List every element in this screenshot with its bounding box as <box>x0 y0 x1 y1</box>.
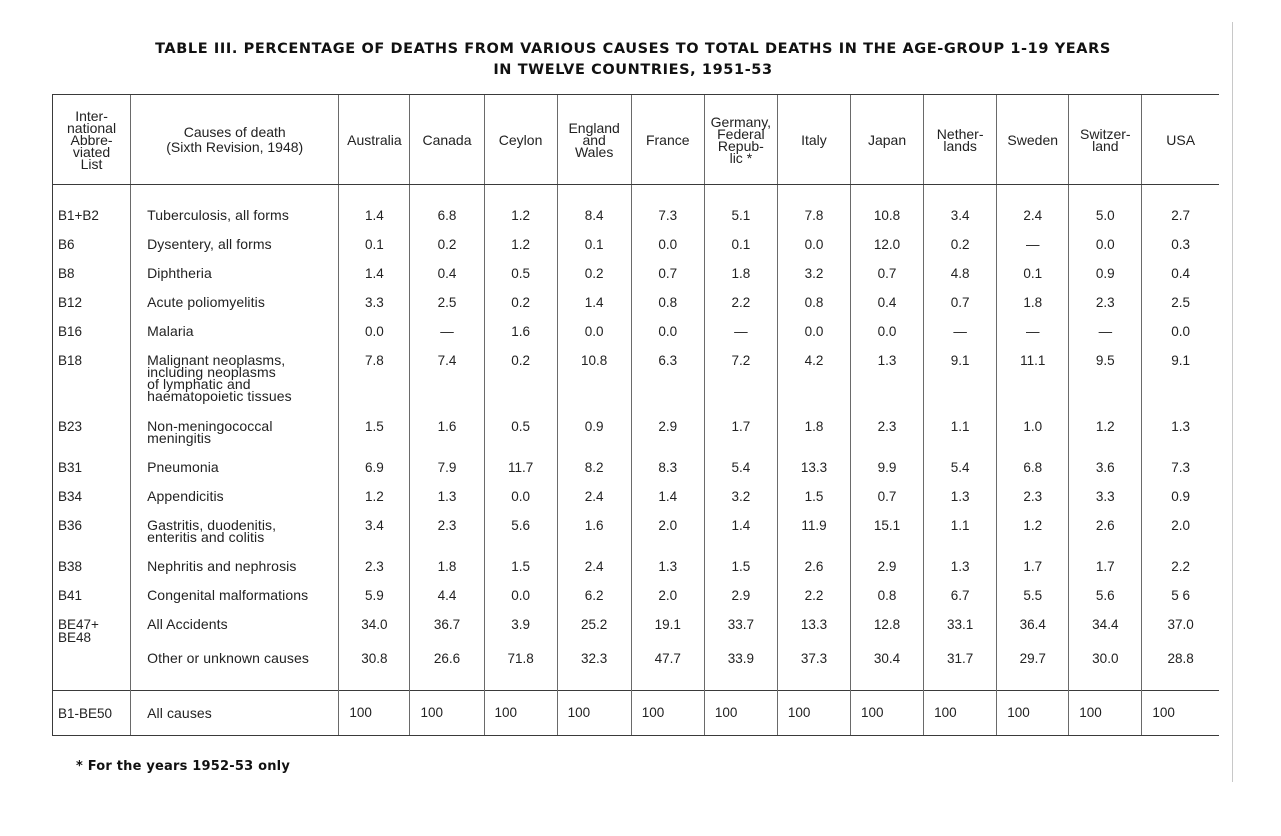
total-cause: All causes <box>131 691 339 736</box>
table-row <box>53 317 1220 346</box>
cause-name: Diphtheria <box>131 259 339 288</box>
percentage-cell: 0.0 <box>1142 317 1219 346</box>
percentage-cell: 13.3 <box>777 610 850 644</box>
percentage-cell: 1.7 <box>997 552 1069 581</box>
header-country: Italy <box>777 95 850 185</box>
percentage-cell: 2.2 <box>1142 552 1219 581</box>
percentage-cell: 2.3 <box>1069 288 1142 317</box>
total-cell: 100 <box>1142 691 1219 736</box>
cause-name: Other or unknown causes <box>131 644 339 691</box>
percentage-cell: 1.4 <box>339 201 410 230</box>
percentage-cell: 1.8 <box>997 288 1069 317</box>
percentage-cell: 1.8 <box>410 552 484 581</box>
header-country: USA <box>1142 95 1219 185</box>
percentage-cell: 8.3 <box>631 453 704 482</box>
cause-code: B12 <box>53 288 131 317</box>
percentage-cell: 8.2 <box>557 453 631 482</box>
percentage-cell: 3.3 <box>339 288 410 317</box>
percentage-cell: 0.1 <box>557 230 631 259</box>
percentage-cell: 30.8 <box>339 644 410 691</box>
total-code: B1-BE50 <box>53 691 131 736</box>
percentage-cell: 0.0 <box>339 317 410 346</box>
percentage-cell: 3.3 <box>1069 482 1142 511</box>
percentage-cell: 1.5 <box>484 552 557 581</box>
percentage-cell: 32.3 <box>557 644 631 691</box>
percentage-cell: 8.4 <box>557 201 631 230</box>
percentage-cell: 1.3 <box>1142 412 1219 453</box>
percentage-cell: 0.9 <box>557 412 631 453</box>
percentage-cell: 0.0 <box>484 482 557 511</box>
percentage-cell: 71.8 <box>484 644 557 691</box>
total-cell: 100 <box>410 691 484 736</box>
table-row <box>53 511 1220 552</box>
percentage-cell: 0.7 <box>631 259 704 288</box>
percentage-cell: 0.0 <box>777 230 850 259</box>
percentage-cell: 0.0 <box>777 317 850 346</box>
cause-name: Non-meningococcal meningitis <box>131 412 339 453</box>
spacer-cell <box>851 185 924 202</box>
percentage-cell: 5.9 <box>339 581 410 610</box>
percentage-cell: 1.7 <box>704 412 777 453</box>
cause-code: B31 <box>53 453 131 482</box>
total-cell: 100 <box>851 691 924 736</box>
percentage-cell: 0.8 <box>631 288 704 317</box>
percentage-cell: 36.7 <box>410 610 484 644</box>
percentage-cell: 12.0 <box>851 230 924 259</box>
cause-code: B16 <box>53 317 131 346</box>
table-row <box>53 644 1220 691</box>
percentage-cell: 1.1 <box>924 412 997 453</box>
table-row <box>53 230 1220 259</box>
percentage-cell: 1.3 <box>631 552 704 581</box>
header-country: England and Wales <box>557 95 631 185</box>
percentage-cell: 1.1 <box>924 511 997 552</box>
spacer-cell <box>777 185 850 202</box>
percentage-cell: 0.0 <box>557 317 631 346</box>
spacer-cell <box>484 185 557 202</box>
percentage-cell: 15.1 <box>851 511 924 552</box>
spacer-cell <box>997 185 1069 202</box>
header-country: Switzer- land <box>1069 95 1142 185</box>
percentage-cell: 2.3 <box>339 552 410 581</box>
percentage-cell: 4.8 <box>924 259 997 288</box>
percentage-cell: 0.1 <box>704 230 777 259</box>
total-cell: 100 <box>557 691 631 736</box>
percentage-cell: 3.4 <box>339 511 410 552</box>
percentage-cell: 0.0 <box>1069 230 1142 259</box>
percentage-cell: 2.3 <box>997 482 1069 511</box>
percentage-cell: — <box>997 230 1069 259</box>
cause-code: BE47+ BE48 <box>53 610 131 644</box>
percentage-cell: 31.7 <box>924 644 997 691</box>
percentage-cell: 3.6 <box>1069 453 1142 482</box>
percentage-cell: 2.3 <box>851 412 924 453</box>
percentage-cell: 0.7 <box>924 288 997 317</box>
percentage-cell: — <box>410 317 484 346</box>
cause-name: Nephritis and nephrosis <box>131 552 339 581</box>
cause-name: Malaria <box>131 317 339 346</box>
percentage-cell: 5.5 <box>997 581 1069 610</box>
percentage-cell: 3.4 <box>924 201 997 230</box>
total-cell: 100 <box>704 691 777 736</box>
percentage-cell: 1.2 <box>997 511 1069 552</box>
percentage-cell: 36.4 <box>997 610 1069 644</box>
percentage-cell: 4.2 <box>777 346 850 412</box>
table-row <box>53 346 1220 412</box>
cause-name: Tuberculosis, all forms <box>131 201 339 230</box>
percentage-cell: 1.6 <box>557 511 631 552</box>
percentage-cell: 3.2 <box>704 482 777 511</box>
cause-code: B41 <box>53 581 131 610</box>
percentage-cell: 2.9 <box>851 552 924 581</box>
percentage-cell: 12.8 <box>851 610 924 644</box>
percentage-cell: 26.6 <box>410 644 484 691</box>
percentage-cell: 34.4 <box>1069 610 1142 644</box>
total-cell: 100 <box>484 691 557 736</box>
percentage-cell: 1.4 <box>631 482 704 511</box>
percentage-cell: 2.6 <box>777 552 850 581</box>
percentage-cell: 0.2 <box>924 230 997 259</box>
percentage-cell: 28.8 <box>1142 644 1219 691</box>
percentage-cell: 0.5 <box>484 412 557 453</box>
percentage-cell: 7.3 <box>1142 453 1219 482</box>
cause-name: Gastritis, duodenitis, enteritis and colitis <box>131 511 339 552</box>
spacer-cell <box>557 185 631 202</box>
percentage-cell: 1.6 <box>484 317 557 346</box>
table-row <box>53 288 1220 317</box>
footnote: * For the years 1952-53 only <box>76 759 291 774</box>
percentage-cell: 9.9 <box>851 453 924 482</box>
percentage-cell: 1.2 <box>484 201 557 230</box>
percentage-cell: 7.9 <box>410 453 484 482</box>
cause-code: B38 <box>53 552 131 581</box>
percentage-cell: 5.0 <box>1069 201 1142 230</box>
percentage-cell: 11.9 <box>777 511 850 552</box>
table-row <box>53 259 1220 288</box>
percentage-cell: 1.2 <box>484 230 557 259</box>
spacer-cell <box>131 185 339 202</box>
percentage-cell: 0.2 <box>557 259 631 288</box>
table-body <box>53 185 1220 736</box>
percentage-cell: 0.0 <box>631 230 704 259</box>
percentage-cell: 7.8 <box>777 201 850 230</box>
cause-code: B36 <box>53 511 131 552</box>
header-country: Canada <box>410 95 484 185</box>
table-row <box>53 201 1220 230</box>
percentage-cell: 1.3 <box>924 552 997 581</box>
cause-code: B18 <box>53 346 131 412</box>
percentage-cell: 34.0 <box>339 610 410 644</box>
header-code: Inter- national Abbre- viated List <box>53 95 131 185</box>
percentage-cell: 0.2 <box>410 230 484 259</box>
percentage-cell: 1.8 <box>704 259 777 288</box>
percentage-cell: 3.2 <box>777 259 850 288</box>
percentage-cell: 6.9 <box>339 453 410 482</box>
header-row <box>53 95 1220 185</box>
spacer-cell <box>339 185 410 202</box>
percentage-cell: 10.8 <box>851 201 924 230</box>
percentage-cell: 0.8 <box>777 288 850 317</box>
percentage-cell: 0.2 <box>484 288 557 317</box>
header-country: Sweden <box>997 95 1069 185</box>
percentage-cell: 3.9 <box>484 610 557 644</box>
total-row <box>53 691 1220 736</box>
percentage-cell: 2.4 <box>557 552 631 581</box>
percentage-cell: 6.8 <box>997 453 1069 482</box>
percentage-cell: 1.7 <box>1069 552 1142 581</box>
percentage-cell: 1.2 <box>1069 412 1142 453</box>
total-cell: 100 <box>924 691 997 736</box>
percentage-cell: 1.0 <box>997 412 1069 453</box>
cause-name: Appendicitis <box>131 482 339 511</box>
percentage-cell: 0.9 <box>1069 259 1142 288</box>
percentage-cell: 30.0 <box>1069 644 1142 691</box>
percentage-cell: 9.1 <box>1142 346 1219 412</box>
spacer-cell <box>1142 185 1219 202</box>
percentage-cell: 2.0 <box>631 511 704 552</box>
spacer-row <box>53 185 1220 202</box>
percentage-cell: 0.0 <box>484 581 557 610</box>
total-cell: 100 <box>777 691 850 736</box>
percentage-cell: 19.1 <box>631 610 704 644</box>
page-edge-rule <box>1232 22 1233 782</box>
spacer-cell <box>631 185 704 202</box>
percentage-cell: 2.4 <box>557 482 631 511</box>
cause-name: All Accidents <box>131 610 339 644</box>
percentage-cell: 2.6 <box>1069 511 1142 552</box>
percentage-cell: 29.7 <box>997 644 1069 691</box>
percentage-cell: 2.5 <box>410 288 484 317</box>
percentage-cell: 37.3 <box>777 644 850 691</box>
percentage-cell: 5.4 <box>704 453 777 482</box>
cause-name: Congenital malformations <box>131 581 339 610</box>
percentage-cell: 2.7 <box>1142 201 1219 230</box>
table-title-line-1: TABLE III. PERCENTAGE OF DEATHS FROM VARIOUS CAUSES TO TOTAL DEATHS IN THE AGE-GROUP 1-19 YEARS <box>155 41 1111 57</box>
table-title-line-2: IN TWELVE COUNTRIES, 1951-53 <box>493 62 773 78</box>
percentage-cell: 2.9 <box>631 412 704 453</box>
spacer-cell <box>1069 185 1142 202</box>
percentage-cell: 5.6 <box>484 511 557 552</box>
table-row <box>53 552 1220 581</box>
percentage-cell: 2.2 <box>777 581 850 610</box>
deaths-table <box>52 94 1219 736</box>
spacer-cell <box>704 185 777 202</box>
percentage-cell: 1.3 <box>924 482 997 511</box>
cause-code: B1+B2 <box>53 201 131 230</box>
percentage-cell: 33.1 <box>924 610 997 644</box>
header-country: Japan <box>851 95 924 185</box>
table-row <box>53 482 1220 511</box>
percentage-cell: 33.9 <box>704 644 777 691</box>
cause-code: B6 <box>53 230 131 259</box>
percentage-cell: 1.2 <box>339 482 410 511</box>
table-row <box>53 412 1220 453</box>
percentage-cell: 0.2 <box>484 346 557 412</box>
percentage-cell: 0.9 <box>1142 482 1219 511</box>
percentage-cell: 9.5 <box>1069 346 1142 412</box>
percentage-cell: 7.4 <box>410 346 484 412</box>
percentage-cell: 4.4 <box>410 581 484 610</box>
cause-code: B34 <box>53 482 131 511</box>
table-row <box>53 453 1220 482</box>
percentage-cell: 9.1 <box>924 346 997 412</box>
percentage-cell: 11.1 <box>997 346 1069 412</box>
percentage-cell: 2.2 <box>704 288 777 317</box>
percentage-cell: 2.0 <box>631 581 704 610</box>
percentage-cell: 1.4 <box>704 511 777 552</box>
header-country: Ceylon <box>484 95 557 185</box>
percentage-cell: 6.2 <box>557 581 631 610</box>
percentage-cell: 6.3 <box>631 346 704 412</box>
percentage-cell: 1.3 <box>410 482 484 511</box>
percentage-cell: — <box>924 317 997 346</box>
percentage-cell: 0.1 <box>997 259 1069 288</box>
percentage-cell: 37.0 <box>1142 610 1219 644</box>
cause-name: Acute poliomyelitis <box>131 288 339 317</box>
percentage-cell: 0.3 <box>1142 230 1219 259</box>
percentage-cell: 11.7 <box>484 453 557 482</box>
percentage-cell: 5.1 <box>704 201 777 230</box>
total-cell: 100 <box>631 691 704 736</box>
spacer-cell <box>53 185 131 202</box>
percentage-cell: 2.0 <box>1142 511 1219 552</box>
percentage-cell: 5.4 <box>924 453 997 482</box>
percentage-cell: 33.7 <box>704 610 777 644</box>
header-country: France <box>631 95 704 185</box>
percentage-cell: 1.5 <box>339 412 410 453</box>
percentage-cell: 2.3 <box>410 511 484 552</box>
table-row <box>53 581 1220 610</box>
percentage-cell: 7.3 <box>631 201 704 230</box>
percentage-cell: 1.5 <box>704 552 777 581</box>
percentage-cell: — <box>997 317 1069 346</box>
percentage-cell: 0.0 <box>631 317 704 346</box>
percentage-cell: 6.8 <box>410 201 484 230</box>
cause-code: B8 <box>53 259 131 288</box>
total-cell: 100 <box>339 691 410 736</box>
percentage-cell: 0.4 <box>1142 259 1219 288</box>
percentage-cell: 0.4 <box>410 259 484 288</box>
percentage-cell: — <box>704 317 777 346</box>
percentage-cell: 5.6 <box>1069 581 1142 610</box>
percentage-cell: 0.7 <box>851 259 924 288</box>
cause-name: Malignant neoplasms, including neoplasms of lymphatic and haematopoietic tissues <box>131 346 339 412</box>
header-country: Nether- lands <box>924 95 997 185</box>
percentage-cell: 30.4 <box>851 644 924 691</box>
percentage-cell: — <box>1069 317 1142 346</box>
percentage-cell: 1.4 <box>557 288 631 317</box>
percentage-cell: 1.3 <box>851 346 924 412</box>
percentage-cell: 1.4 <box>339 259 410 288</box>
percentage-cell: 2.5 <box>1142 288 1219 317</box>
percentage-cell: 0.8 <box>851 581 924 610</box>
header-country: Germany, Federal Repub- lic * <box>704 95 777 185</box>
header-country: Australia <box>339 95 410 185</box>
percentage-cell: 47.7 <box>631 644 704 691</box>
percentage-cell: 0.4 <box>851 288 924 317</box>
percentage-cell: 1.6 <box>410 412 484 453</box>
percentage-cell: 13.3 <box>777 453 850 482</box>
total-cell: 100 <box>997 691 1069 736</box>
total-cell: 100 <box>1069 691 1142 736</box>
table-row <box>53 610 1220 644</box>
spacer-cell <box>410 185 484 202</box>
percentage-cell: 0.0 <box>851 317 924 346</box>
percentage-cell: 7.2 <box>704 346 777 412</box>
percentage-cell: 10.8 <box>557 346 631 412</box>
percentage-cell: 0.7 <box>851 482 924 511</box>
percentage-cell: 25.2 <box>557 610 631 644</box>
cause-name: Dysentery, all forms <box>131 230 339 259</box>
spacer-cell <box>924 185 997 202</box>
header-cause: Causes of death (Sixth Revision, 1948) <box>131 95 339 185</box>
percentage-cell: 5 6 <box>1142 581 1219 610</box>
percentage-cell: 2.4 <box>997 201 1069 230</box>
percentage-cell: 0.1 <box>339 230 410 259</box>
cause-code <box>53 644 131 691</box>
percentage-cell: 0.5 <box>484 259 557 288</box>
percentage-cell: 7.8 <box>339 346 410 412</box>
cause-code: B23 <box>53 412 131 453</box>
percentage-cell: 1.8 <box>777 412 850 453</box>
percentage-cell: 6.7 <box>924 581 997 610</box>
cause-name: Pneumonia <box>131 453 339 482</box>
percentage-cell: 2.9 <box>704 581 777 610</box>
percentage-cell: 1.5 <box>777 482 850 511</box>
